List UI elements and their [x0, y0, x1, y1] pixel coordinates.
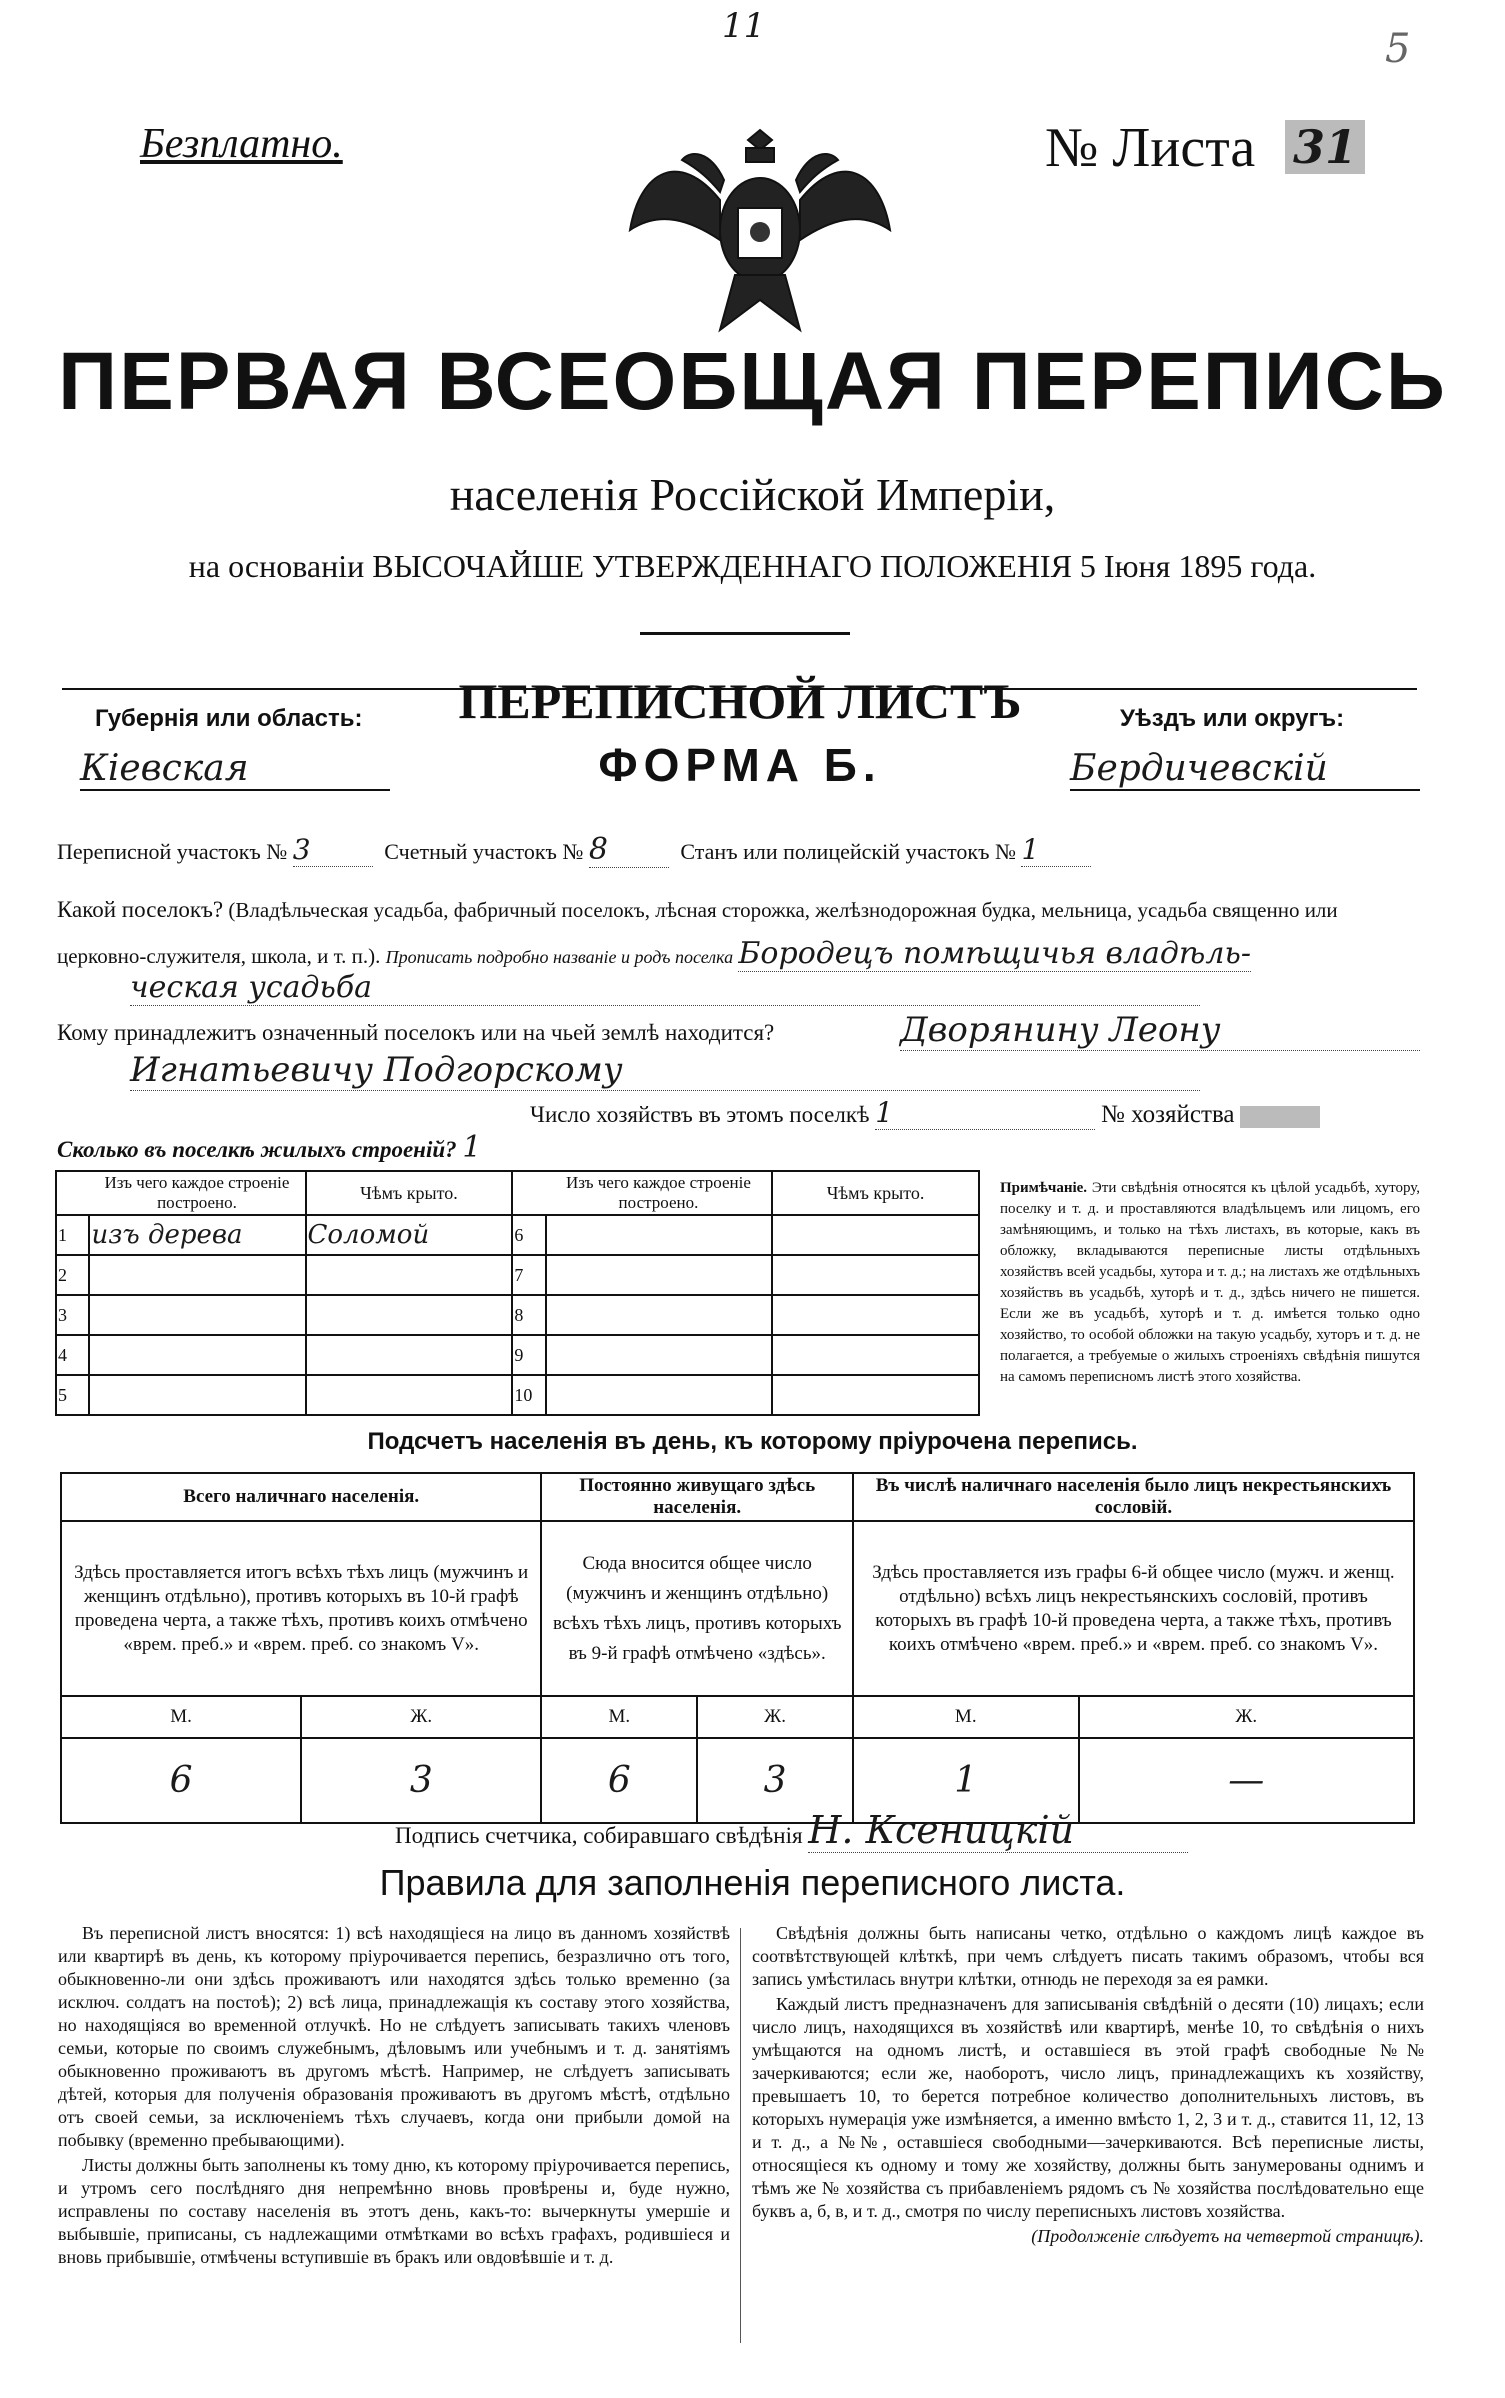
stan-label: Станъ или полицейскій участокъ № — [680, 839, 1016, 864]
row-no: 5 — [56, 1375, 89, 1415]
free-label: Безплатно. — [140, 121, 343, 167]
census-section-value: 3 — [293, 833, 373, 867]
m-label: М. — [853, 1696, 1079, 1738]
col-permanent-desc: Сюда вносится общее число (мужчинъ и женщинъ отдѣльно) всѣхъ тѣхъ лицъ, противъ которыхъ въ 9-й графѣ отмѣчено «здѣсь». — [541, 1521, 853, 1696]
buildings-value: 1 — [462, 1130, 482, 1165]
top-pencil-mark: 11 — [722, 6, 766, 46]
nonpeasant-male-value: 1 — [853, 1738, 1079, 1823]
row-no: 3 — [56, 1295, 89, 1335]
row-no: 7 — [512, 1255, 545, 1295]
f-label: Ж. — [697, 1696, 853, 1738]
owner-value-1: Дворянину Леону — [900, 1010, 1420, 1051]
table-row — [56, 1255, 979, 1295]
row-no: 2 — [56, 1255, 89, 1295]
stan-value: 1 — [1021, 833, 1091, 867]
roof-cell: Соломой — [306, 1215, 513, 1255]
double-headed-eagle-emblem — [620, 110, 900, 340]
households-value: 1 — [875, 1096, 1095, 1130]
settlement-value-1: Бородецъ помѣщичья владѣль- — [738, 936, 1251, 971]
f-label: Ж. — [301, 1696, 541, 1738]
population-table — [60, 1472, 1415, 1824]
m-label: М. — [61, 1696, 301, 1738]
col-material-right: Изъ чего каждое строеніе построено. — [546, 1171, 772, 1215]
m-label: М. — [541, 1696, 697, 1738]
buildings-label: Сколько въ поселкѣ жилыхъ строеній? — [57, 1137, 457, 1162]
col-nonpeasant-head: Въ числѣ наличнаго населенія было лицъ некрестьянскихъ сословій. — [853, 1473, 1414, 1521]
households-label: Число хозяйствъ въ этомъ поселкѣ — [530, 1102, 870, 1127]
uezd-label: Уѣздъ или округъ: — [1120, 705, 1345, 732]
population-title: Подсчетъ населенія въ день, къ которому пріурочена перепись. — [367, 1428, 1138, 1455]
rules-title: Правила для заполненія переписного листа. — [379, 1862, 1126, 1903]
table-row — [56, 1375, 979, 1415]
legal-basis: на основаніи ВЫСОЧАЙШЕ УТВЕРЖДЕННАГО ПОЛОЖЕНІЯ 5 Іюня 1895 года. — [188, 548, 1317, 584]
household-no-value — [1240, 1106, 1320, 1128]
rules-right-p1: Свѣдѣнія должны быть написаны четко, отдѣльно о каждомъ лицѣ каждое въ соотвѣтствующей клѣткѣ, при чемъ слѣдуетъ писать такимъ образомъ, чтобы вся запись умѣстилась внутри клѣтки, отнюдь не переходя за ея рамки. — [752, 1923, 1424, 1989]
f-label: Ж. — [1079, 1696, 1414, 1738]
col-permanent-head: Постоянно живущаго здѣсь населенія. — [541, 1473, 853, 1521]
settlement-write-hint: Прописать подробно названіе и родъ поселка — [385, 947, 734, 967]
row-no: 10 — [512, 1375, 545, 1415]
census-section-label: Переписной участокъ № — [57, 839, 288, 864]
settlement-value-2: ческая усадьба — [130, 970, 1200, 1006]
rules-right-column — [752, 1922, 1424, 2248]
settlement-hint: (Владѣльческая усадьба, фабричный поселокъ, лѣсная сторожка, желѣзнодорожная будка, мельница, усадьба священно или церковно-служителя, школа, и т. п.). — [57, 898, 1338, 968]
note-title: Примѣчаніе. — [1000, 1180, 1088, 1196]
table-row — [56, 1215, 979, 1255]
buildings-table — [55, 1170, 980, 1416]
household-no-label: № хозяйства — [1101, 1101, 1235, 1128]
owner-value-2: Игнатьевичу Подгорскому — [130, 1050, 1200, 1091]
owner-label: Кому принадлежитъ означенный поселокъ или на чьей землѣ находится? — [57, 1020, 775, 1045]
col-roof-left: Чѣмъ крыто. — [306, 1171, 513, 1215]
col-nonpeasant-desc: Здѣсь проставляется изъ графы 6-й общее число (мужч. и женщ. отдѣльно) всѣхъ лицъ некрестьянскихъ сословій, противъ которыхъ въ графѣ 10-й проведена черта, а также тѣхъ, противъ коихъ отмѣчено «врем. преб.» и «врем. преб. со знакомъ V». — [853, 1521, 1414, 1696]
total-male-value: 6 — [61, 1738, 301, 1823]
total-female-value: 3 — [301, 1738, 541, 1823]
settlement-label: Какой поселокъ? — [57, 897, 224, 922]
main-title: ПЕРВАЯ ВСЕОБЩАЯ ПЕРЕПИСЬ — [58, 336, 1447, 427]
subtitle: населенія Россійской Имперіи, — [449, 469, 1056, 520]
count-section-value: 8 — [589, 832, 669, 868]
row-no: 1 — [56, 1215, 89, 1255]
count-section-label: Счетный участокъ № — [384, 839, 584, 864]
table-row — [56, 1335, 979, 1375]
signature-label: Подпись счетчика, собиравшаго свѣдѣнія — [395, 1823, 803, 1848]
corner-pencil-mark: 5 — [1385, 26, 1411, 72]
row-no: 9 — [512, 1335, 545, 1375]
continuation-note: (Продолженіе слѣдуетъ на четвертой страницѣ). — [1031, 2226, 1424, 2246]
row-no: 6 — [512, 1215, 545, 1255]
gubernia-value: Кіевская — [80, 748, 390, 791]
uezd-value: Бердичевскій — [1070, 748, 1420, 791]
col-roof-right: Чѣмъ крыто. — [772, 1171, 979, 1215]
material-cell: изъ дерева — [89, 1215, 305, 1255]
note-text: Эти свѣдѣнія относятся къ цѣлой усадьбѣ, хутору, поселку и т. д. и проставляются владѣльцемъ или лицомъ, его замѣняющимъ, и только на тѣхъ листахъ, въ которые, какъ въ обложку, вкладываются переписные листы отдѣльныхъ хозяйствъ всей усадьбы, хутора и т. д.; на листахъ же отдѣльныхъ хозяйствъ въ усадьбѣ, хуторѣ и т. д., здѣсь ничего не пишется. Если же въ усадьбѣ, хуторѣ и т. д. имѣется только одно хозяйство, то особой обложки на такую усадьбу, хуторъ и т. д. не полагается, а требуемые о жилыхъ строеніяхъ свѣдѣнія пишутся на самомъ переписномъ листѣ этого хозяйства. — [1000, 1180, 1421, 1385]
note-block — [1000, 1178, 1420, 1388]
sheet-number-value: 31 — [1285, 120, 1365, 174]
sheet-number-label: № Листа — [1045, 117, 1256, 179]
permanent-male-value: 6 — [541, 1738, 697, 1823]
nonpeasant-female-value: — — [1079, 1738, 1414, 1823]
gubernia-label: Губернія или область: — [95, 705, 363, 732]
col-total-head: Всего наличнаго населенія. — [61, 1473, 541, 1521]
signature-value: Н. Ксеницкій — [808, 1808, 1188, 1853]
rules-left-p2: Листы должны быть заполнены къ тому дню, къ которому пріурочивается перепись, и утромъ сего послѣдняго дня непремѣнно вновь провѣрены и, буде нужно, исправлены по составу населенія въ этотъ день, какъ-то: вычеркнуты умершіе и выбывшіе, приписаны, съ надлежащими отмѣтками во всѣхъ графахъ, родившіеся и вновь прибывшіе, отмѣчены вступившіе въ бракъ или овдовѣвшіе и т. д. — [58, 2155, 730, 2267]
table-row — [56, 1295, 979, 1335]
row-no: 4 — [56, 1335, 89, 1375]
permanent-female-value: 3 — [697, 1738, 853, 1823]
divider — [640, 632, 850, 635]
row-no: 8 — [512, 1295, 545, 1335]
rules-left-column — [58, 1922, 730, 2271]
column-divider — [740, 1928, 741, 2343]
rules-left-p1: Въ переписной листъ вносятся: 1) всѣ находящіеся на лицо въ данномъ хозяйствѣ или квартирѣ въ день, къ которому пріурочивается перепись, безразлично отъ того, обыкновенно-ли они здѣсь проживаютъ или находятся здѣсь только временно (за исключ. солдатъ на постоѣ); 2) всѣ лица, принадлежащія къ составу этого хозяйства, но находящіяся во временной отлучкѣ. Но не слѣдуетъ записывать такихъ членовъ семьи, которые по своимъ служебнымъ, дѣловымъ или учебнымъ и т. д. занятіямъ обыкновенно проживаютъ въ другомъ мѣстѣ. Например, не слѣдуетъ записывать дѣтей, которыя для полученія образованія проживаютъ въ другомъ мѣстѣ, отдѣльно отъ своей семьи, за исключеніемъ тѣхъ случаевъ, когда они прибыли домой на побывку (временно пребывающими). — [58, 1923, 730, 2150]
col-total-desc: Здѣсь проставляется итогъ всѣхъ тѣхъ лицъ (мужчинъ и женщинъ отдѣльно), противъ которыхъ въ 10-й графѣ проведена черта, а также тѣхъ, противъ коихъ отмѣчено «врем. преб.» и «врем. преб. со знакомъ V». — [61, 1521, 541, 1696]
col-material-left: Изъ чего каждое строеніе построено. — [89, 1171, 305, 1215]
rules-right-p2: Каждый листъ предназначенъ для записыванія свѣдѣній о десяти (10) лицахъ; если число лицъ, находящихся въ хозяйствѣ или квартирѣ, менѣе 10, то свѣдѣнія о нихъ умѣщаются на одномъ листѣ, и оставшіеся въ этой графѣ свободные №№ зачеркиваются; если же, наоборотъ, число лицъ, принадлежащихъ къ хозяйству, превышаетъ 10, то берется потребное количество дополнительныхъ листовъ, въ которыхъ нумерація уже измѣняется, а именно вмѣсто 1, 2, 3 и т. д., ставится 11, 12, 13 и т. д., а №№, оставшіеся свободными—зачеркиваются. Всѣ переписные листы, относящіеся къ одному и тому же хозяйству, должны быть занумерованы однимъ и тѣмъ же № хозяйства съ прибавленіемъ рядомъ съ № хозяйства послѣдовательно еще буквъ а, б, в, и т. д., смотря по числу переписныхъ листовъ хозяйства. — [752, 1994, 1424, 2221]
sheet-title: ПЕРЕПИСНОЙ ЛИСТЪ — [458, 673, 1022, 729]
form-name: ФОРМА Б. — [598, 739, 882, 791]
